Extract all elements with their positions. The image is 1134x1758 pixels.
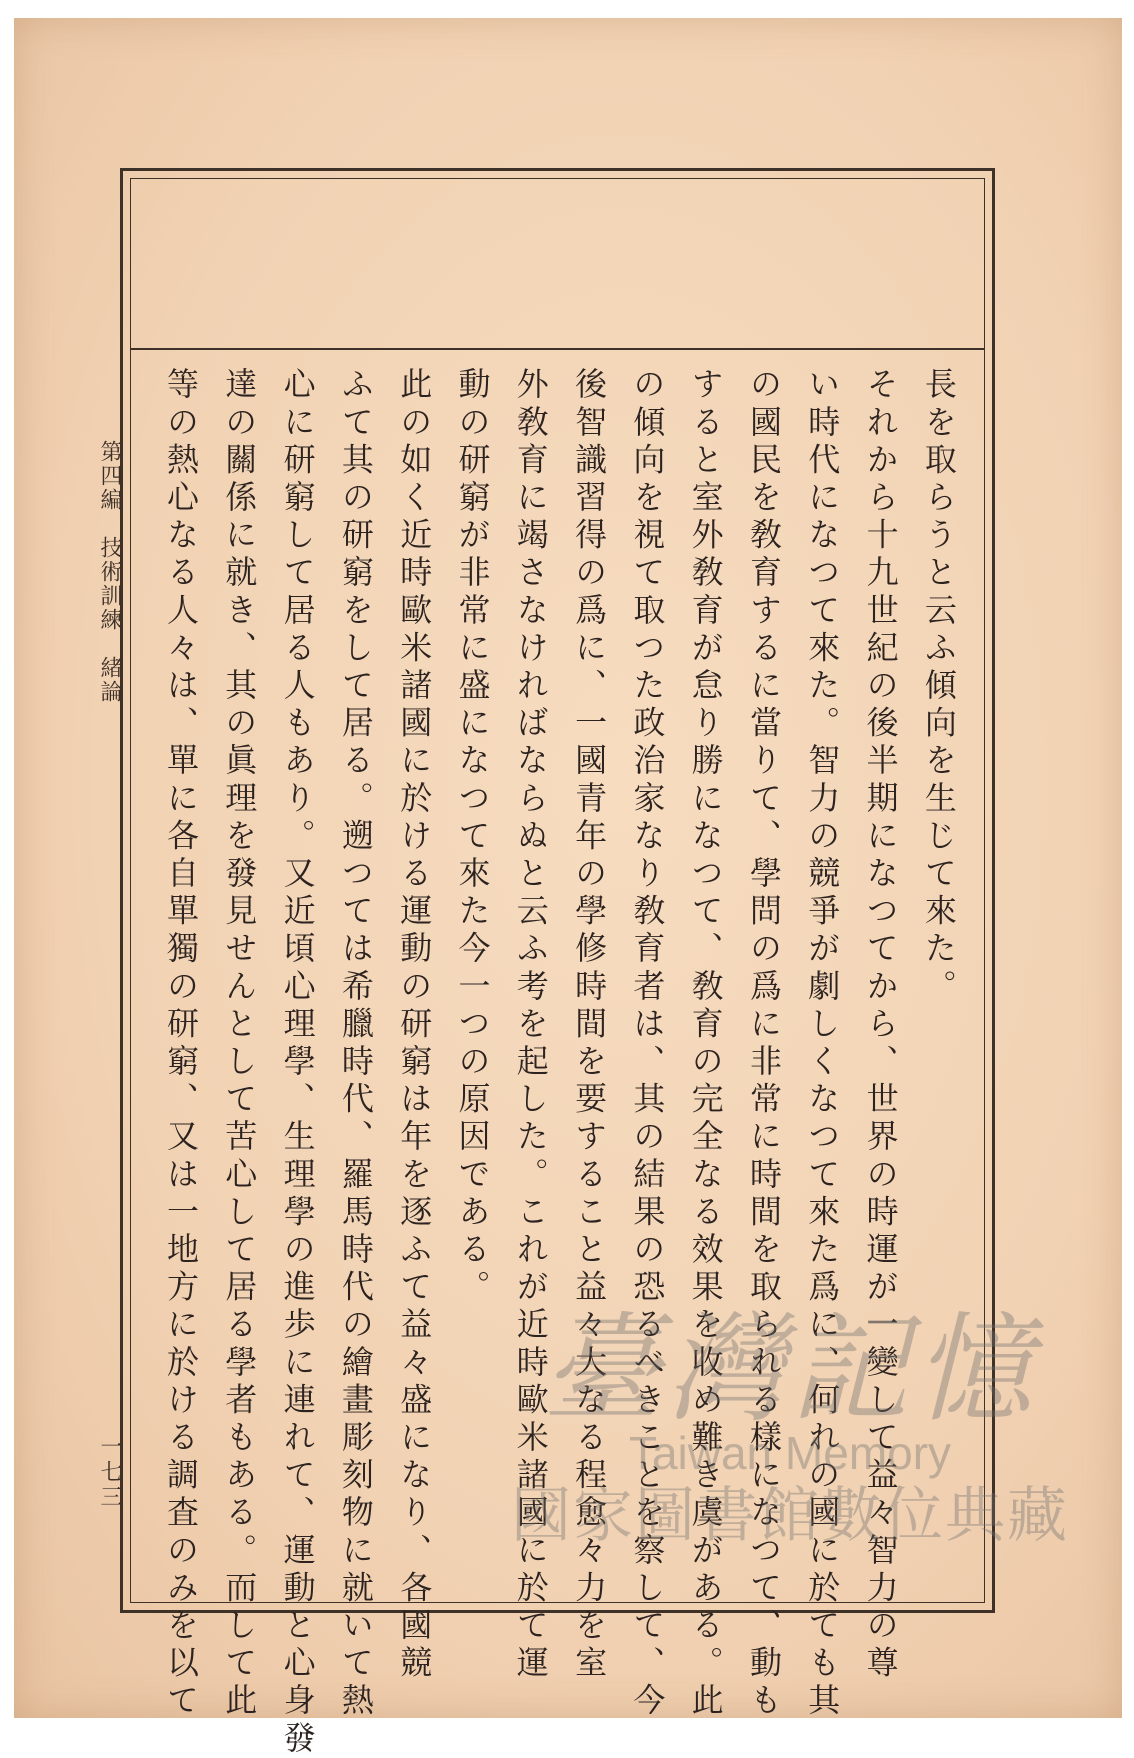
- text-column: 等の熱心なる人々は、單に各自單獨の研窮、又は一地方に於ける調査のみを以て: [162, 367, 200, 1721]
- text-column: それから十九世紀の後半期になつてから、世界の時運が一變して益々智力の尊: [861, 367, 900, 1683]
- watermark-english: Taiwan Memory: [628, 1427, 952, 1479]
- text-column: 心に研窮して居る人もあり。又近頃心理學、生理學の進歩に連れて、運動と心身發: [278, 367, 317, 1758]
- watermark: [510, 1300, 1070, 1610]
- header-rule: [130, 348, 985, 350]
- watermark-chinese: 國家圖書館數位典藏: [511, 1481, 1069, 1551]
- text-column: すると室外敎育が怠り勝になつて、敎育の完全なる效果を收め難き虞がある。此: [686, 367, 725, 1721]
- text-column: の傾向を視て取つた政治家なり敎育者は、其の結果の恐るべきことを察して、今: [628, 367, 667, 1721]
- running-head: 第四編 技術訓練 緒論: [97, 440, 122, 704]
- text-column: 後智識習得の爲に、一國青年の學修時間を要すること益々大なる程愈々力を室: [570, 367, 609, 1683]
- text-column: い時代になつて來た。智力の競爭が劇しくなつて來た爲に、何れの國に於ても其: [803, 367, 842, 1721]
- watermark-calligraphy: 臺灣記憶: [541, 1300, 1038, 1438]
- text-column: 外敎育に竭さなければならぬと云ふ考を起した。これが近時歐米諸國に於て運: [511, 367, 550, 1683]
- text-column: の國民を敎育するに當りて、學問の爲に非常に時間を取られる樣になつて、動も: [744, 367, 783, 1721]
- text-column: 此の如く近時歐米諸國に於ける運動の研窮は年を逐ふて益々盛になり、各國競: [395, 367, 434, 1683]
- page-number: 一七三: [97, 1435, 122, 1510]
- text-column: 長を取らうと云ふ傾向を生じて來た。: [919, 367, 958, 1007]
- text-column: ふて其の研窮をして居る。遡つては希臘時代、羅馬時代の繪畫彫刻物に就いて熱: [336, 367, 375, 1721]
- text-column: 達の關係に就き、其の眞理を發見せんとして苦心して居る學者もある。而して此: [220, 367, 259, 1721]
- text-column: 動の研窮が非常に盛になつて來た今一つの原因である。: [453, 367, 492, 1307]
